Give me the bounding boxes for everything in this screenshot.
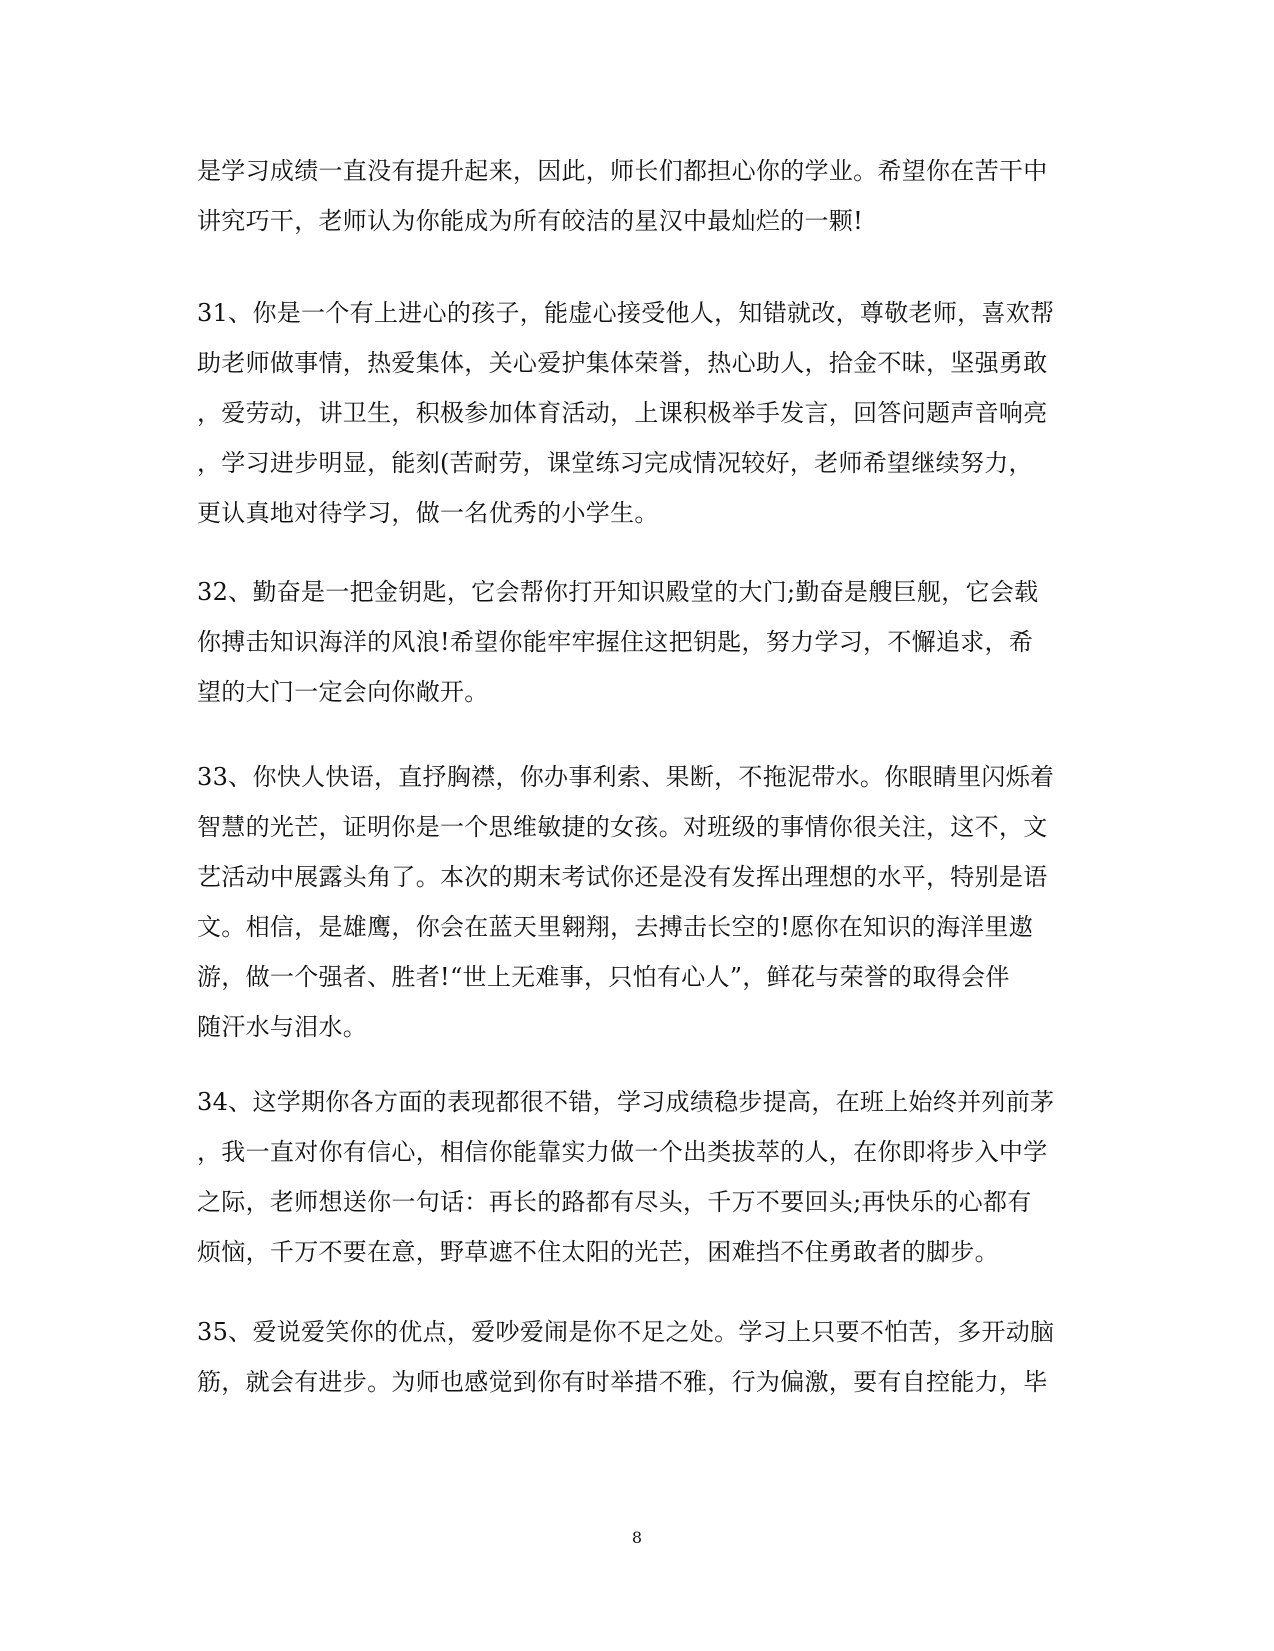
paragraph-32	[197, 567, 1097, 717]
text-line: 35、爱说爱笑你的优点，爱吵爱闹是你不足之处。学习上只要不怕苦，多开动脑	[197, 1318, 1055, 1346]
text-line: 之际，老师想送你一句话：再长的路都有尽头，千万不要回头;再快乐的心都有	[197, 1188, 1032, 1216]
text-line: 随汗水与泪水。	[197, 1013, 368, 1041]
paragraph-35	[197, 1307, 1097, 1407]
page-number: 8	[631, 1528, 643, 1547]
text-line: 艺活动中展露头角了。本次的期末考试你还是没有发挥出理想的水平，特别是语	[197, 863, 1048, 891]
text-line: ，爱劳动，讲卫生，积极参加体育活动，上课积极举手发言，回答问题声音响亮	[197, 399, 1048, 427]
text-line: ，学习进步明显，能刻(苦耐劳，课堂练习完成情况较好，老师希望继续努力，	[197, 449, 1033, 477]
text-line: 筋，就会有进步。为师也感觉到你有时举措不雅，行为偏激，要有自控能力，毕	[197, 1368, 1048, 1396]
text-line: 讲究巧干，老师认为你能成为所有皎洁的星汉中最灿烂的一颗!	[197, 207, 864, 235]
text-line: 你搏击知识海洋的风浪!希望你能牢牢握住这把钥匙，努力学习，不懈追求，希	[197, 628, 1034, 656]
text-line: ，我一直对你有信心，相信你能靠实力做一个出类拔萃的人，在你即将步入中学	[197, 1138, 1048, 1166]
text-line: 烦恼，千万不要在意，野草遮不住太阳的光芒，困难挡不住勇敢者的脚步。	[197, 1238, 999, 1266]
text-line: 文。相信，是雄鹰，你会在蓝天里翱翔，去搏击长空的!愿你在知识的海洋里遨	[197, 913, 1034, 941]
paragraph-31	[197, 288, 1097, 538]
paragraph-30-continuation	[197, 146, 1097, 246]
text-line: 31、你是一个有上进心的孩子，能虚心接受他人，知错就改，尊敬老师，喜欢帮	[197, 299, 1055, 327]
paragraph-33	[197, 752, 1097, 1052]
text-line: 望的大门一定会向你敞开。	[197, 678, 489, 706]
text-line: 更认真地对待学习，做一名优秀的小学生。	[197, 499, 659, 527]
text-line: 是学习成绩一直没有提升起来，因此，师长们都担心你的学业。希望你在苦干中	[197, 157, 1048, 185]
text-line: 智慧的光芒，证明你是一个思维敏捷的女孩。对班级的事情你很关注，这不，文	[197, 813, 1048, 841]
text-line: 33、你快人快语，直抒胸襟，你办事利索、果断，不拖泥带水。你眼睛里闪烁着	[197, 763, 1055, 791]
text-line: 34、这学期你各方面的表现都很不错，学习成绩稳步提高，在班上始终并列前茅	[197, 1088, 1055, 1116]
text-line: 32、勤奋是一把金钥匙，它会帮你打开知识殿堂的大门;勤奋是艘巨舰，它会载	[197, 578, 1039, 606]
paragraph-34	[197, 1077, 1097, 1277]
text-line: 助老师做事情，热爱集体，关心爱护集体荣誉，热心助人，拾金不昧，坚强勇敢	[197, 349, 1048, 377]
text-line: 游，做一个强者、胜者!“世上无难事，只怕有心人”，鲜花与荣誉的取得会伴	[197, 963, 1010, 991]
